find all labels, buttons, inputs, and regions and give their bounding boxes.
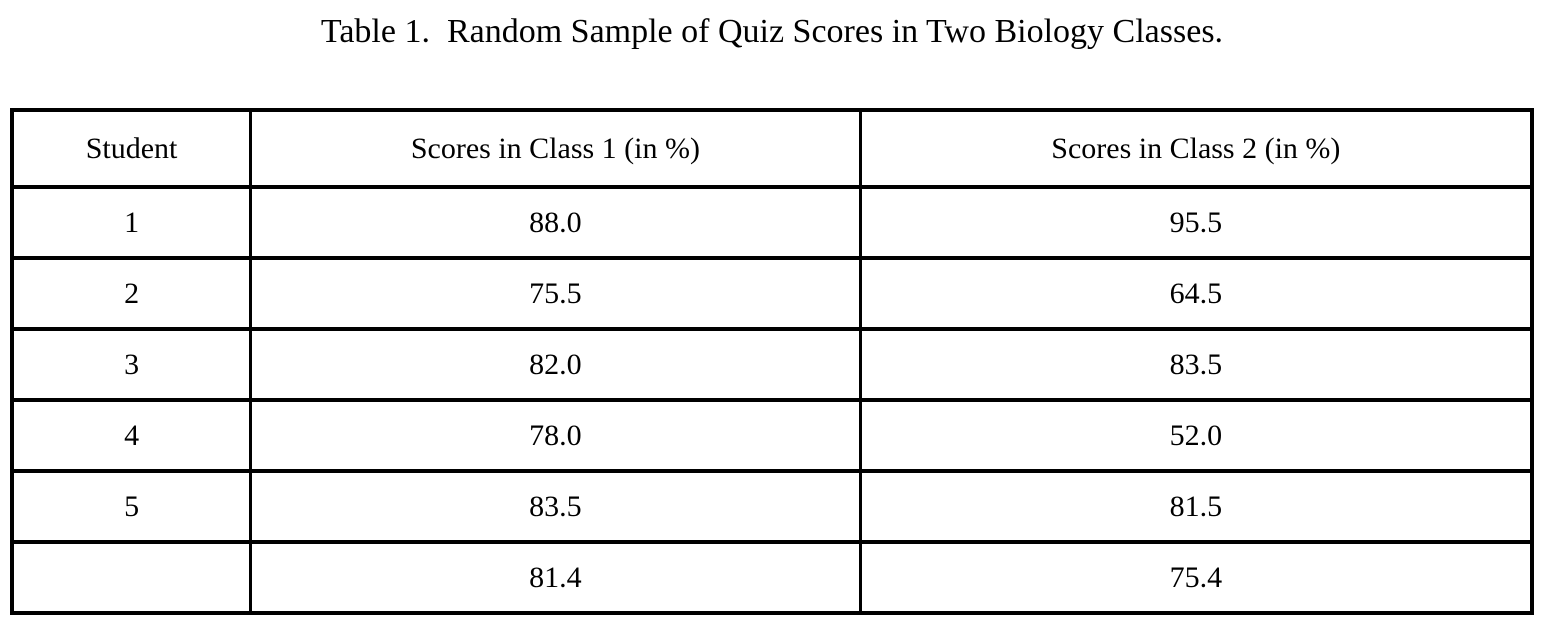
class1-score-cell: 75.5 <box>251 258 861 329</box>
class1-score-cell: 82.0 <box>251 329 861 400</box>
quiz-scores-table <box>10 108 1534 615</box>
table-row <box>12 258 1532 329</box>
student-cell <box>12 542 251 613</box>
class1-score-cell: 81.4 <box>251 542 861 613</box>
table-row <box>12 471 1532 542</box>
class2-score-cell: 81.5 <box>860 471 1532 542</box>
student-cell: 5 <box>12 471 251 542</box>
table-row <box>12 187 1532 258</box>
table-row-average <box>12 542 1532 613</box>
table-caption: Table 1. Random Sample of Quiz Scores in Two Biology Classes. <box>320 13 1224 50</box>
table-header-row <box>12 110 1532 187</box>
class2-score-cell: 52.0 <box>860 400 1532 471</box>
student-cell: 2 <box>12 258 251 329</box>
class1-score-cell: 78.0 <box>251 400 861 471</box>
class2-score-cell: 75.4 <box>860 542 1532 613</box>
student-cell: 3 <box>12 329 251 400</box>
student-cell: 4 <box>12 400 251 471</box>
column-header-class1: Scores in Class 1 (in %) <box>251 110 861 187</box>
table-row <box>12 400 1532 471</box>
column-header-class2: Scores in Class 2 (in %) <box>860 110 1532 187</box>
class2-score-cell: 83.5 <box>860 329 1532 400</box>
class2-score-cell: 64.5 <box>860 258 1532 329</box>
student-cell: 1 <box>12 187 251 258</box>
column-header-student: Student <box>12 110 251 187</box>
table-row <box>12 329 1532 400</box>
class1-score-cell: 83.5 <box>251 471 861 542</box>
class1-score-cell: 88.0 <box>251 187 861 258</box>
class2-score-cell: 95.5 <box>860 187 1532 258</box>
